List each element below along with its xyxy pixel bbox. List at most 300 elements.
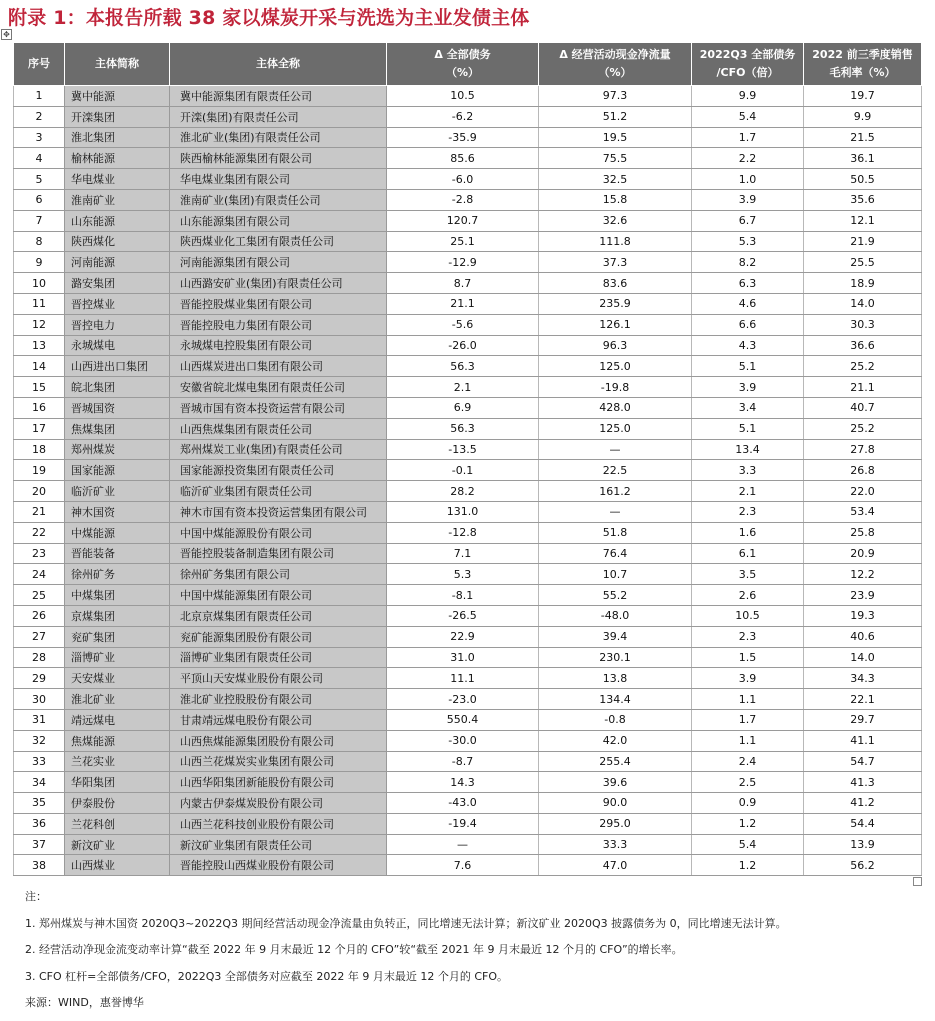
row-seq: 21 bbox=[14, 501, 65, 522]
row-seq: 14 bbox=[14, 356, 65, 377]
row-full-name: 华电煤业集团有限公司 bbox=[170, 169, 387, 190]
row-seq: 23 bbox=[14, 543, 65, 564]
row-debt-cfo-ratio: 1.2 bbox=[692, 813, 804, 834]
table-row bbox=[14, 585, 922, 606]
row-debt-change: 5.3 bbox=[387, 564, 539, 585]
row-debt-change: -35.9 bbox=[387, 127, 539, 148]
notes-heading: 注： bbox=[25, 890, 47, 903]
row-seq: 2 bbox=[14, 106, 65, 127]
row-short-name: 永城煤电 bbox=[65, 335, 170, 356]
table-row bbox=[14, 813, 922, 834]
table-row bbox=[14, 273, 922, 294]
row-short-name: 焦煤集团 bbox=[65, 418, 170, 439]
header-gross-margin bbox=[804, 43, 922, 86]
row-debt-change: -13.5 bbox=[387, 439, 539, 460]
table-row bbox=[14, 314, 922, 335]
row-debt-cfo-ratio: 4.3 bbox=[692, 335, 804, 356]
row-debt-cfo-ratio: 2.5 bbox=[692, 772, 804, 793]
row-cfo-change: 96.3 bbox=[539, 335, 692, 356]
row-seq: 35 bbox=[14, 793, 65, 814]
row-full-name: 河南能源集团有限公司 bbox=[170, 252, 387, 273]
row-debt-cfo-ratio: 2.1 bbox=[692, 481, 804, 502]
row-cfo-change: 97.3 bbox=[539, 86, 692, 107]
row-gross-margin: 56.2 bbox=[804, 855, 922, 876]
table-row bbox=[14, 231, 922, 252]
row-short-name: 神木国资 bbox=[65, 501, 170, 522]
row-gross-margin: 36.6 bbox=[804, 335, 922, 356]
row-debt-cfo-ratio: 9.9 bbox=[692, 86, 804, 107]
note-line-2: 2. 经营活动净现金流变动率计算“截至 2022 年 9 月末最近 12 个月的 CFO”较“截至 2021 年 9 月末最近 12 个月的 CFO”的增长率。 bbox=[25, 943, 683, 956]
row-seq: 16 bbox=[14, 397, 65, 418]
row-debt-change: 22.9 bbox=[387, 626, 539, 647]
row-cfo-change: 42.0 bbox=[539, 730, 692, 751]
table-row bbox=[14, 356, 922, 377]
row-cfo-change: 90.0 bbox=[539, 793, 692, 814]
row-full-name: 内蒙古伊泰煤炭股份有限公司 bbox=[170, 793, 387, 814]
row-gross-margin: 21.1 bbox=[804, 377, 922, 398]
row-full-name: 徐州矿务集团有限公司 bbox=[170, 564, 387, 585]
row-cfo-change: 33.3 bbox=[539, 834, 692, 855]
header-margin-line2: 毛利率（%） bbox=[829, 66, 896, 79]
row-debt-cfo-ratio: 5.4 bbox=[692, 834, 804, 855]
row-full-name: 山西兰花科技创业股份有限公司 bbox=[170, 813, 387, 834]
row-seq: 27 bbox=[14, 626, 65, 647]
row-gross-margin: 20.9 bbox=[804, 543, 922, 564]
row-cfo-change: 32.6 bbox=[539, 210, 692, 231]
row-full-name: 兖矿能源集团股份有限公司 bbox=[170, 626, 387, 647]
row-debt-cfo-ratio: 3.9 bbox=[692, 668, 804, 689]
header-debt-line1: Δ 全部债务 bbox=[434, 48, 491, 61]
row-debt-change: 21.1 bbox=[387, 293, 539, 314]
header-margin-line1: 2022 前三季度销售 bbox=[812, 48, 913, 61]
row-debt-change: -0.1 bbox=[387, 460, 539, 481]
row-seq: 13 bbox=[14, 335, 65, 356]
row-debt-cfo-ratio: 2.2 bbox=[692, 148, 804, 169]
row-gross-margin: 23.9 bbox=[804, 585, 922, 606]
row-debt-cfo-ratio: 1.0 bbox=[692, 169, 804, 190]
row-full-name: 北京京煤集团有限责任公司 bbox=[170, 605, 387, 626]
row-cfo-change: 83.6 bbox=[539, 273, 692, 294]
row-full-name: 中国中煤能源股份有限公司 bbox=[170, 522, 387, 543]
row-cfo-change: 295.0 bbox=[539, 813, 692, 834]
row-debt-change: 28.2 bbox=[387, 481, 539, 502]
row-gross-margin: 27.8 bbox=[804, 439, 922, 460]
row-full-name: 平顶山天安煤业股份有限公司 bbox=[170, 668, 387, 689]
row-debt-cfo-ratio: 0.9 bbox=[692, 793, 804, 814]
row-seq: 9 bbox=[14, 252, 65, 273]
row-short-name: 伊泰股份 bbox=[65, 793, 170, 814]
row-short-name: 新汶矿业 bbox=[65, 834, 170, 855]
row-gross-margin: 41.1 bbox=[804, 730, 922, 751]
row-debt-cfo-ratio: 2.4 bbox=[692, 751, 804, 772]
row-full-name: 晋能控股煤业集团有限公司 bbox=[170, 293, 387, 314]
header-cfo-line2: （%） bbox=[598, 66, 632, 79]
row-debt-change: 56.3 bbox=[387, 356, 539, 377]
table-row bbox=[14, 293, 922, 314]
row-gross-margin: 9.9 bbox=[804, 106, 922, 127]
row-debt-change: -12.9 bbox=[387, 252, 539, 273]
note-line-1: 1. 郑州煤炭与神木国资 2020Q3~2022Q3 期间经营活动现金净流量由负转正，同比增速无法计算；新汶矿业 2020Q3 披露债务为 0，同比增速无法计算。 bbox=[25, 916, 787, 930]
table-row bbox=[14, 793, 922, 814]
row-gross-margin: 53.4 bbox=[804, 501, 922, 522]
row-cfo-change: 76.4 bbox=[539, 543, 692, 564]
row-short-name: 河南能源 bbox=[65, 252, 170, 273]
row-full-name: 新汶矿业集团有限责任公司 bbox=[170, 834, 387, 855]
row-gross-margin: 14.0 bbox=[804, 293, 922, 314]
header-cfo-line1: Δ 经营活动现金净流量 bbox=[559, 48, 671, 61]
row-short-name: 晋城国资 bbox=[65, 397, 170, 418]
table-row bbox=[14, 439, 922, 460]
table-row bbox=[14, 481, 922, 502]
row-seq: 38 bbox=[14, 855, 65, 876]
row-debt-cfo-ratio: 2.3 bbox=[692, 501, 804, 522]
row-short-name: 淮北矿业 bbox=[65, 689, 170, 710]
row-debt-cfo-ratio: 1.7 bbox=[692, 127, 804, 148]
row-debt-change: -30.0 bbox=[387, 730, 539, 751]
row-seq: 31 bbox=[14, 709, 65, 730]
row-short-name: 京煤集团 bbox=[65, 605, 170, 626]
row-cfo-change: -48.0 bbox=[539, 605, 692, 626]
row-seq: 20 bbox=[14, 481, 65, 502]
row-full-name: 淄博矿业集团有限责任公司 bbox=[170, 647, 387, 668]
row-cfo-change: 230.1 bbox=[539, 647, 692, 668]
row-full-name: 甘肃靖远煤电股份有限公司 bbox=[170, 709, 387, 730]
row-full-name: 临沂矿业集团有限责任公司 bbox=[170, 481, 387, 502]
table-row bbox=[14, 210, 922, 231]
row-cfo-change: 235.9 bbox=[539, 293, 692, 314]
row-short-name: 兖矿集团 bbox=[65, 626, 170, 647]
row-seq: 24 bbox=[14, 564, 65, 585]
row-seq: 4 bbox=[14, 148, 65, 169]
row-gross-margin: 41.3 bbox=[804, 772, 922, 793]
row-debt-change: 25.1 bbox=[387, 231, 539, 252]
row-short-name: 华电煤业 bbox=[65, 169, 170, 190]
row-cfo-change: 125.0 bbox=[539, 356, 692, 377]
row-cfo-change: 10.7 bbox=[539, 564, 692, 585]
row-seq: 18 bbox=[14, 439, 65, 460]
header-lev-line1: 2022Q3 全部债务 bbox=[699, 48, 796, 61]
row-cfo-change: 13.8 bbox=[539, 668, 692, 689]
row-seq: 32 bbox=[14, 730, 65, 751]
row-cfo-change: 39.4 bbox=[539, 626, 692, 647]
row-gross-margin: 12.2 bbox=[804, 564, 922, 585]
row-short-name: 中煤能源 bbox=[65, 522, 170, 543]
row-debt-change: -19.4 bbox=[387, 813, 539, 834]
row-cfo-change: -0.8 bbox=[539, 709, 692, 730]
header-lev-line2: /CFO（倍） bbox=[716, 66, 779, 79]
row-debt-cfo-ratio: 2.6 bbox=[692, 585, 804, 606]
row-seq: 6 bbox=[14, 189, 65, 210]
data-table bbox=[13, 42, 922, 876]
row-cfo-change: 428.0 bbox=[539, 397, 692, 418]
header-cfo-change bbox=[539, 43, 692, 86]
row-cfo-change: 51.8 bbox=[539, 522, 692, 543]
row-debt-cfo-ratio: 3.5 bbox=[692, 564, 804, 585]
row-debt-change: -6.2 bbox=[387, 106, 539, 127]
row-cfo-change: 22.5 bbox=[539, 460, 692, 481]
row-full-name: 山西煤炭进出口集团有限公司 bbox=[170, 356, 387, 377]
table-row bbox=[14, 751, 922, 772]
table-row bbox=[14, 418, 922, 439]
row-gross-margin: 21.9 bbox=[804, 231, 922, 252]
table-row bbox=[14, 127, 922, 148]
table-row bbox=[14, 397, 922, 418]
row-debt-change: -8.1 bbox=[387, 585, 539, 606]
row-seq: 36 bbox=[14, 813, 65, 834]
row-cfo-change: 126.1 bbox=[539, 314, 692, 335]
table-row bbox=[14, 543, 922, 564]
row-full-name: 山西焦煤集团有限责任公司 bbox=[170, 418, 387, 439]
table-row bbox=[14, 148, 922, 169]
row-gross-margin: 34.3 bbox=[804, 668, 922, 689]
table-row bbox=[14, 377, 922, 398]
row-seq: 19 bbox=[14, 460, 65, 481]
row-seq: 11 bbox=[14, 293, 65, 314]
row-full-name: 淮北矿业控股股份有限公司 bbox=[170, 689, 387, 710]
page-title: 附录 1：本报告所载 38 家以煤炭开采与洗选为主业发债主体 bbox=[8, 7, 530, 29]
row-seq: 10 bbox=[14, 273, 65, 294]
row-debt-cfo-ratio: 6.3 bbox=[692, 273, 804, 294]
header-short-name: 主体简称 bbox=[65, 43, 170, 86]
row-gross-margin: 21.5 bbox=[804, 127, 922, 148]
table-row bbox=[14, 709, 922, 730]
row-full-name: 国家能源投资集团有限责任公司 bbox=[170, 460, 387, 481]
row-full-name: 山西华阳集团新能股份有限公司 bbox=[170, 772, 387, 793]
row-short-name: 临沂矿业 bbox=[65, 481, 170, 502]
row-debt-change: 14.3 bbox=[387, 772, 539, 793]
row-debt-cfo-ratio: 1.1 bbox=[692, 689, 804, 710]
row-cfo-change: 125.0 bbox=[539, 418, 692, 439]
row-debt-change: -23.0 bbox=[387, 689, 539, 710]
row-cfo-change: -19.8 bbox=[539, 377, 692, 398]
row-debt-cfo-ratio: 4.6 bbox=[692, 293, 804, 314]
row-gross-margin: 25.2 bbox=[804, 418, 922, 439]
table-row bbox=[14, 460, 922, 481]
source-line: 来源：WIND，惠誉博华 bbox=[25, 996, 144, 1009]
row-gross-margin: 26.8 bbox=[804, 460, 922, 481]
row-short-name: 淮北集团 bbox=[65, 127, 170, 148]
row-seq: 30 bbox=[14, 689, 65, 710]
row-debt-change: -5.6 bbox=[387, 314, 539, 335]
row-full-name: 冀中能源集团有限责任公司 bbox=[170, 86, 387, 107]
row-cfo-change: 47.0 bbox=[539, 855, 692, 876]
row-debt-change: 2.1 bbox=[387, 377, 539, 398]
data-table-container bbox=[13, 42, 921, 876]
row-debt-change: -6.0 bbox=[387, 169, 539, 190]
table-row bbox=[14, 169, 922, 190]
table-body bbox=[14, 86, 922, 876]
row-seq: 33 bbox=[14, 751, 65, 772]
row-seq: 12 bbox=[14, 314, 65, 335]
row-short-name: 郑州煤炭 bbox=[65, 439, 170, 460]
row-gross-margin: 29.7 bbox=[804, 709, 922, 730]
row-cfo-change: 51.2 bbox=[539, 106, 692, 127]
row-full-name: 淮南矿业(集团)有限责任公司 bbox=[170, 189, 387, 210]
row-debt-cfo-ratio: 5.3 bbox=[692, 231, 804, 252]
row-short-name: 冀中能源 bbox=[65, 86, 170, 107]
row-short-name: 山西进出口集团 bbox=[65, 356, 170, 377]
table-row bbox=[14, 772, 922, 793]
row-debt-cfo-ratio: 6.6 bbox=[692, 314, 804, 335]
row-gross-margin: 41.2 bbox=[804, 793, 922, 814]
row-short-name: 徐州矿务 bbox=[65, 564, 170, 585]
row-debt-change: 120.7 bbox=[387, 210, 539, 231]
table-row bbox=[14, 86, 922, 107]
row-seq: 17 bbox=[14, 418, 65, 439]
row-seq: 5 bbox=[14, 169, 65, 190]
row-cfo-change: 32.5 bbox=[539, 169, 692, 190]
table-row bbox=[14, 834, 922, 855]
row-short-name: 潞安集团 bbox=[65, 273, 170, 294]
row-seq: 25 bbox=[14, 585, 65, 606]
row-full-name: 永城煤电控股集团有限公司 bbox=[170, 335, 387, 356]
row-debt-cfo-ratio: 6.1 bbox=[692, 543, 804, 564]
row-full-name: 陕西榆林能源集团有限公司 bbox=[170, 148, 387, 169]
row-debt-change: 8.7 bbox=[387, 273, 539, 294]
table-row bbox=[14, 626, 922, 647]
row-gross-margin: 13.9 bbox=[804, 834, 922, 855]
row-short-name: 天安煤业 bbox=[65, 668, 170, 689]
row-short-name: 晋控电力 bbox=[65, 314, 170, 335]
row-debt-change: -26.0 bbox=[387, 335, 539, 356]
row-gross-margin: 19.7 bbox=[804, 86, 922, 107]
row-debt-change: 550.4 bbox=[387, 709, 539, 730]
row-short-name: 开滦集团 bbox=[65, 106, 170, 127]
row-gross-margin: 25.5 bbox=[804, 252, 922, 273]
row-debt-change: -2.8 bbox=[387, 189, 539, 210]
row-debt-cfo-ratio: 13.4 bbox=[692, 439, 804, 460]
row-short-name: 榆林能源 bbox=[65, 148, 170, 169]
row-debt-cfo-ratio: 5.4 bbox=[692, 106, 804, 127]
row-cfo-change: 75.5 bbox=[539, 148, 692, 169]
row-cfo-change: 255.4 bbox=[539, 751, 692, 772]
row-debt-change: 6.9 bbox=[387, 397, 539, 418]
row-debt-cfo-ratio: 1.1 bbox=[692, 730, 804, 751]
row-seq: 34 bbox=[14, 772, 65, 793]
table-row bbox=[14, 189, 922, 210]
row-debt-cfo-ratio: 6.7 bbox=[692, 210, 804, 231]
row-gross-margin: 18.9 bbox=[804, 273, 922, 294]
row-full-name: 陕西煤业化工集团有限责任公司 bbox=[170, 231, 387, 252]
row-debt-cfo-ratio: 8.2 bbox=[692, 252, 804, 273]
row-debt-change: 56.3 bbox=[387, 418, 539, 439]
row-short-name: 国家能源 bbox=[65, 460, 170, 481]
row-full-name: 中国中煤能源集团有限公司 bbox=[170, 585, 387, 606]
row-cfo-change: 15.8 bbox=[539, 189, 692, 210]
row-full-name: 郑州煤炭工业(集团)有限责任公司 bbox=[170, 439, 387, 460]
row-full-name: 安徽省皖北煤电集团有限责任公司 bbox=[170, 377, 387, 398]
table-end-marker-icon bbox=[913, 877, 922, 886]
header-debt-cfo-ratio bbox=[692, 43, 804, 86]
table-row bbox=[14, 252, 922, 273]
row-short-name: 山东能源 bbox=[65, 210, 170, 231]
row-debt-cfo-ratio: 5.1 bbox=[692, 356, 804, 377]
row-full-name: 山西潞安矿业(集团)有限责任公司 bbox=[170, 273, 387, 294]
row-full-name: 山西兰花煤炭实业集团有限公司 bbox=[170, 751, 387, 772]
row-debt-change: -12.8 bbox=[387, 522, 539, 543]
row-short-name: 靖远煤电 bbox=[65, 709, 170, 730]
row-debt-cfo-ratio: 3.3 bbox=[692, 460, 804, 481]
header-full-name: 主体全称 bbox=[170, 43, 387, 86]
table-row bbox=[14, 564, 922, 585]
row-debt-change: 7.6 bbox=[387, 855, 539, 876]
row-short-name: 皖北集团 bbox=[65, 377, 170, 398]
row-debt-change: 31.0 bbox=[387, 647, 539, 668]
row-gross-margin: 54.7 bbox=[804, 751, 922, 772]
row-full-name: 山西焦煤能源集团股份有限公司 bbox=[170, 730, 387, 751]
table-header-row bbox=[14, 43, 922, 86]
row-seq: 3 bbox=[14, 127, 65, 148]
row-debt-cfo-ratio: 3.9 bbox=[692, 377, 804, 398]
row-gross-margin: 50.5 bbox=[804, 169, 922, 190]
row-gross-margin: 22.0 bbox=[804, 481, 922, 502]
row-seq: 29 bbox=[14, 668, 65, 689]
row-gross-margin: 40.6 bbox=[804, 626, 922, 647]
row-short-name: 晋能装备 bbox=[65, 543, 170, 564]
row-short-name: 淮南矿业 bbox=[65, 189, 170, 210]
row-full-name: 晋能控股山西煤业股份有限公司 bbox=[170, 855, 387, 876]
row-short-name: 陕西煤化 bbox=[65, 231, 170, 252]
row-gross-margin: 36.1 bbox=[804, 148, 922, 169]
row-debt-change: -43.0 bbox=[387, 793, 539, 814]
row-gross-margin: 25.2 bbox=[804, 356, 922, 377]
row-debt-cfo-ratio: 5.1 bbox=[692, 418, 804, 439]
table-move-handle-icon[interactable]: ✥ bbox=[1, 29, 12, 40]
table-row bbox=[14, 689, 922, 710]
row-short-name: 淄博矿业 bbox=[65, 647, 170, 668]
row-gross-margin: 54.4 bbox=[804, 813, 922, 834]
row-short-name: 华阳集团 bbox=[65, 772, 170, 793]
row-short-name: 中煤集团 bbox=[65, 585, 170, 606]
row-gross-margin: 19.3 bbox=[804, 605, 922, 626]
row-debt-change: 7.1 bbox=[387, 543, 539, 564]
row-full-name: 神木市国有资本投资运营集团有限公司 bbox=[170, 501, 387, 522]
row-cfo-change: 161.2 bbox=[539, 481, 692, 502]
row-full-name: 晋能控股电力集团有限公司 bbox=[170, 314, 387, 335]
table-row bbox=[14, 522, 922, 543]
row-cfo-change: — bbox=[539, 501, 692, 522]
header-seq: 序号 bbox=[14, 43, 65, 86]
row-seq: 1 bbox=[14, 86, 65, 107]
row-short-name: 晋控煤业 bbox=[65, 293, 170, 314]
row-seq: 22 bbox=[14, 522, 65, 543]
row-gross-margin: 25.8 bbox=[804, 522, 922, 543]
row-debt-change: — bbox=[387, 834, 539, 855]
table-row bbox=[14, 647, 922, 668]
row-debt-cfo-ratio: 3.9 bbox=[692, 189, 804, 210]
table-row bbox=[14, 501, 922, 522]
row-gross-margin: 30.3 bbox=[804, 314, 922, 335]
row-full-name: 淮北矿业(集团)有限责任公司 bbox=[170, 127, 387, 148]
row-short-name: 兰花科创 bbox=[65, 813, 170, 834]
row-debt-cfo-ratio: 1.6 bbox=[692, 522, 804, 543]
row-gross-margin: 40.7 bbox=[804, 397, 922, 418]
row-seq: 15 bbox=[14, 377, 65, 398]
row-gross-margin: 22.1 bbox=[804, 689, 922, 710]
row-cfo-change: — bbox=[539, 439, 692, 460]
table-row bbox=[14, 605, 922, 626]
row-cfo-change: 19.5 bbox=[539, 127, 692, 148]
row-full-name: 开滦(集团)有限责任公司 bbox=[170, 106, 387, 127]
row-gross-margin: 35.6 bbox=[804, 189, 922, 210]
row-cfo-change: 134.4 bbox=[539, 689, 692, 710]
row-seq: 7 bbox=[14, 210, 65, 231]
header-debt-line2: （%） bbox=[445, 66, 480, 79]
notes-section bbox=[25, 888, 925, 1021]
row-cfo-change: 55.2 bbox=[539, 585, 692, 606]
row-debt-change: 11.1 bbox=[387, 668, 539, 689]
row-full-name: 山东能源集团有限公司 bbox=[170, 210, 387, 231]
